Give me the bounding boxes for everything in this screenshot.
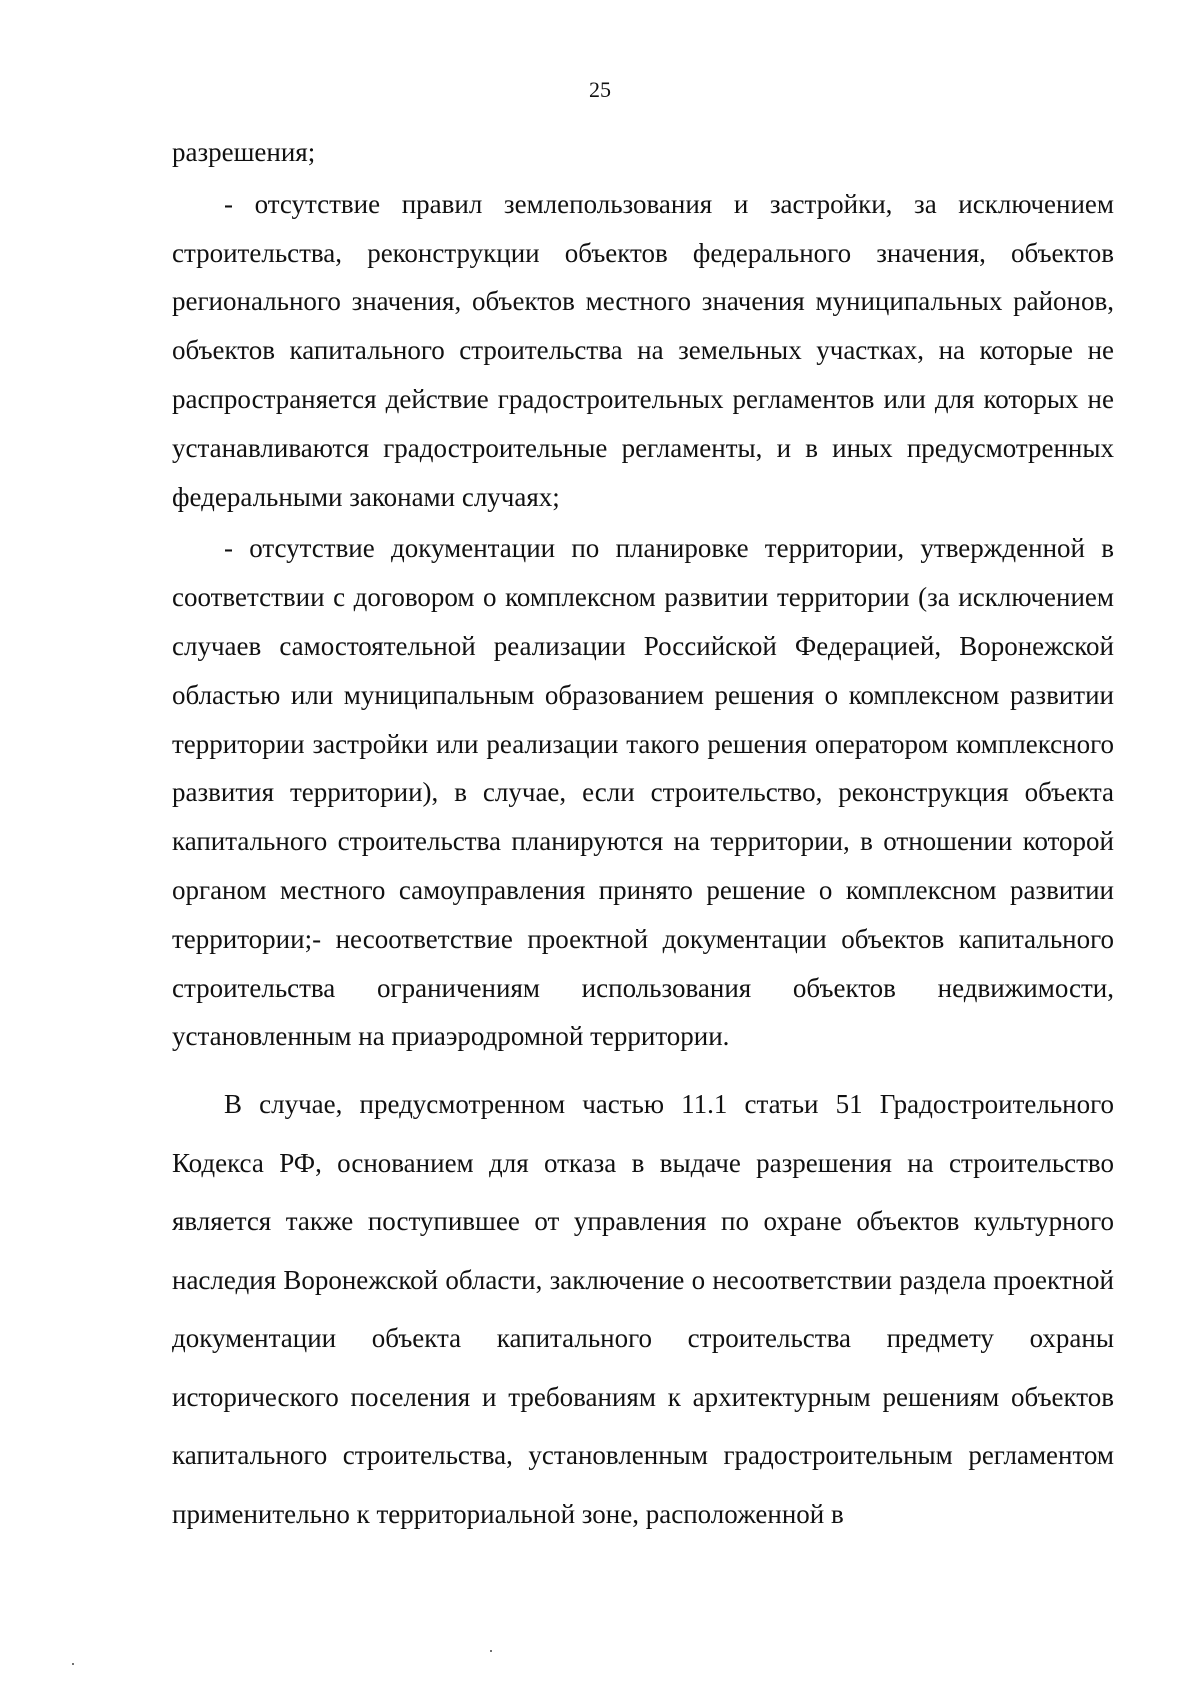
paragraph-no-land-use-rules: - отсутствие правил землепользования и застройки, за исключением строительства, реконструкции объектов федерального значения, объектов регионального значения, объектов местного значения муниципальных районов, объектов капитального строительства на земельных участках, на которые не распространяется действие градостроительных регламентов или для которых не устанавливаются градостроительные регламенты, и в иных предусмотренных федеральными законами случаях;: [172, 188, 1114, 512]
paragraph-cultural-heritage-conclusion: В случае, предусмотренном частью 11.1 статьи 51 Градостроительного Кодекса РФ, основанием для отказа в выдаче разрешения на строительство является также поступившее от управления по охране объектов культурного наследия Воронежской области, заключение о несоответствии раздела проектной документации объекта капитального строительства предмету охраны исторического поселения и требованиям к архитектурным решениям объектов капитального строительства, установленным градостроительным регламентом применительно к территориальной зоне, расположенной в: [172, 1089, 1114, 1529]
paragraph-no-planning-documentation: - отсутствие документации по планировке территории, утвержденной в соответствии с договором о комплексном развитии территории (за исключением случаев самостоятельной реализации Российской Федерацией, Воронежской областью или муниципальным образованием решения о комплексном развитии территории застройки или реализации такого решения оператором комплексного развития территории), в случае, если строительство, реконструкция объекта капитального строительства планируются на территории, в отношении которой органом местного самоуправления принято решение о комплексном развитии территории;- несоответствие проектной документации объектов капитального строительства ограничениям использования объектов недвижимости, установленным на приаэродромной территории.: [172, 533, 1114, 1052]
scan-speck: [72, 1663, 74, 1665]
scan-speck: [490, 1650, 492, 1652]
document-body: [172, 128, 1114, 1543]
page-number: 25: [589, 77, 611, 102]
paragraph-continuation: разрешения;: [172, 137, 316, 167]
